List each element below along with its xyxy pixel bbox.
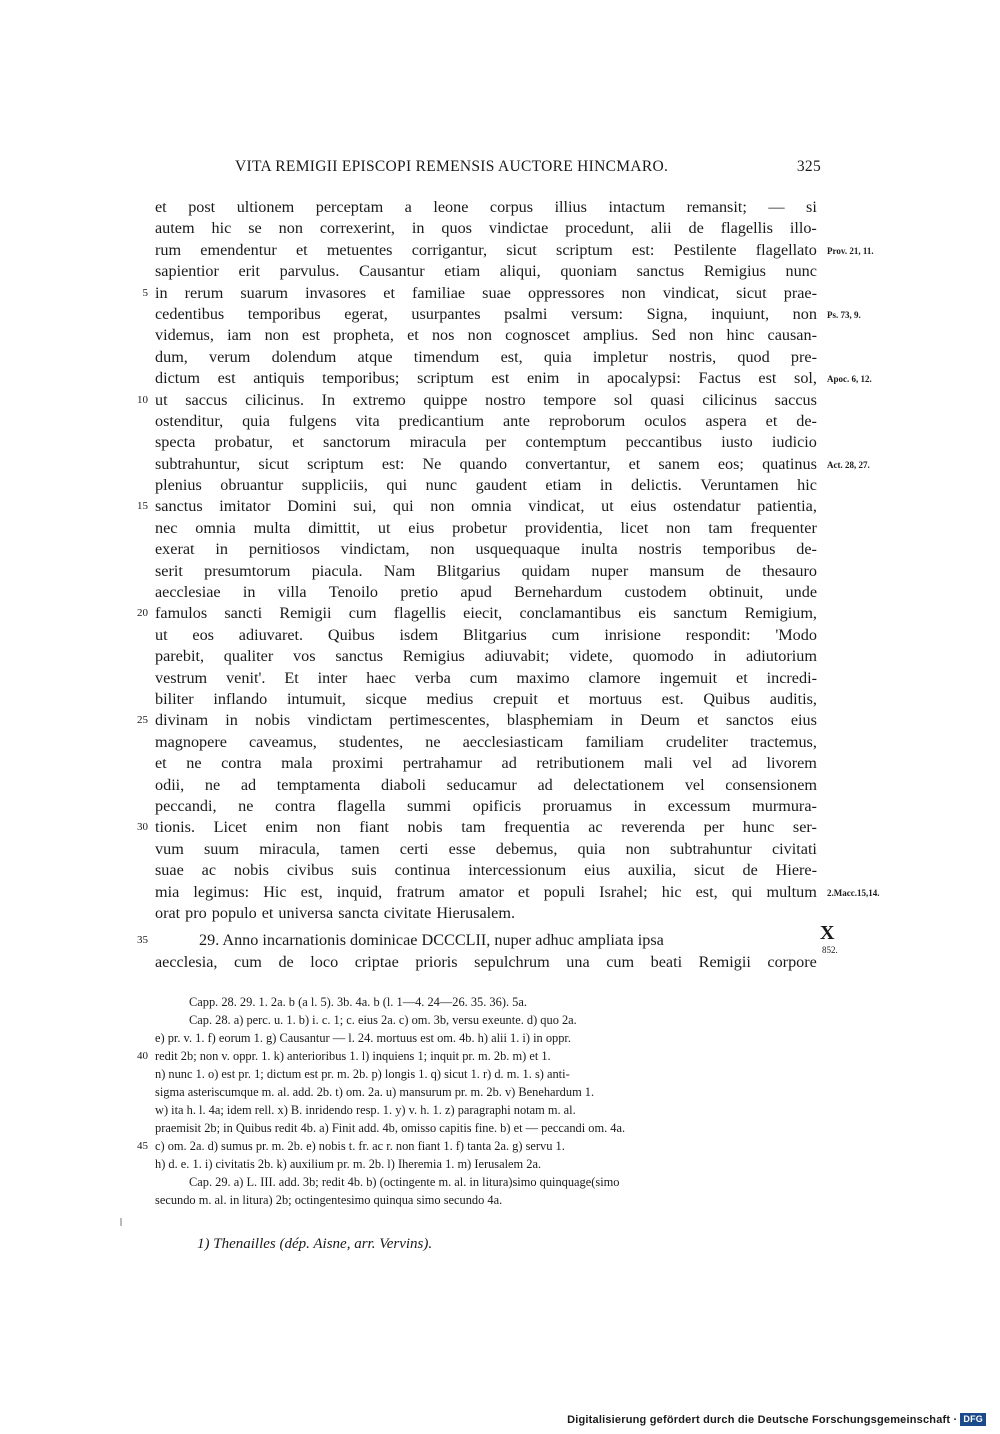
margin-ref: Ps. 73, 9.	[827, 309, 861, 320]
margin-ref: Prov. 21, 11.	[827, 245, 874, 256]
line-number: 10	[137, 393, 148, 406]
margin-mark: X	[820, 922, 835, 944]
line-number: 35	[137, 934, 148, 947]
text-line: specta probatur, et sanctorum miracula per contemptum peccantibus iusto iudicio	[155, 433, 817, 452]
text-line	[137, 603, 817, 624]
text-line: aecclesiae in villa Tenoilo pretio apud Bernehardum custodem obtinuit, unde	[155, 583, 817, 602]
text-line-content: rum emendentur et metuentes corrigantur, sicut scriptum est: Pestilente flagellato	[155, 240, 817, 259]
text-line: parebit, qualiter vos sanctus Remigius adiuvabit; videte, quomodo in adiutorium	[155, 647, 817, 666]
text-line-content: subtrahuntur, sicut scriptum est: Ne quando convertantur, et sanem eos; quatinus	[155, 454, 817, 473]
line-number: 25	[137, 714, 148, 727]
text-line	[137, 817, 817, 838]
margin-ref: 2.Macc.15,14.	[827, 887, 880, 898]
text-line	[137, 496, 817, 517]
line-number: 40	[137, 1050, 148, 1062]
text-line: exerat in pernitiosos vindictam, non usquequaque inulta nostris temporibus de-	[155, 540, 817, 559]
text-line: sapientior erit parvulus. Causantur etiam aliqui, quoniam sanctus Remigius nunc	[155, 262, 817, 281]
line-number: 15	[137, 500, 148, 513]
text-line	[155, 240, 874, 261]
text-line: et ne contra mala proximi pertrahamur ad retributionem mali vel ad livorem	[155, 754, 817, 773]
credit-text: Digitalisierung gefördert durch die Deutsche Forschungsgemeinschaft ·	[567, 1413, 958, 1426]
apparatus-line: Cap. 28. a) perc. u. 1. b) i. c. 1; c. eius 2a. c) om. 3b, versu exeunte. d) quo 2a.	[189, 1013, 577, 1027]
text-line: magnopere caveamus, studentes, ne aecclesiasticam familiam crudeliter tractemus,	[155, 732, 817, 751]
apparatus-line-content: c) om. 2a. d) sumus pr. m. 2b. e) nobis t. fr. ac r. non fiant 1. f) tanta 2a. g) servu 1.	[155, 1139, 565, 1153]
margin-ref: Apoc. 6, 12.	[827, 374, 872, 385]
apparatus-line: w) ita h. l. 4a; idem rell. x) B. inridendo resp. 1. y) v. h. 1. z) paragraphi notam m. al.	[155, 1103, 576, 1117]
text-line: videmus, iam non est propheta, et nos non cognoscet amplius. Sed non hinc causan-	[155, 326, 817, 345]
text-line-content: dictum est antiquis temporibus; scriptum est enim in apocalypsi: Factus est sol,	[155, 369, 817, 388]
text-line: peccandi, ne contra flagella summi opificis proruamus in excessum murmura-	[155, 796, 817, 815]
line-number: 20	[137, 607, 148, 620]
text-line: serit presumtorum piacula. Nam Blitgarius quidam nuper mansum de thesauro	[155, 561, 817, 580]
text-line-content: in rerum suarum invasores et familiae suae oppressores non vindicat, sicut prae-	[155, 283, 817, 302]
text-line-content: 29. Anno incarnationis dominicae DCCCLII, nuper adhuc ampliata ipsa	[199, 931, 664, 950]
apparatus-line: e) pr. v. 1. f) eorum 1. g) Causantur — l. 24. mortuus est om. 4b. h) alii 1. i) in oppr.	[155, 1031, 571, 1045]
text-line: autem hic se non correxerint, in quos vindictae procedunt, alii de flagellis illo-	[155, 219, 817, 238]
dfg-credit	[567, 1413, 986, 1426]
text-line	[155, 454, 870, 475]
apparatus-line: Cap. 29. a) L. III. add. 3b; redit 4b. b) (octingente m. al. in litura)simo quinquage(simo	[189, 1175, 620, 1189]
text-line	[137, 390, 817, 411]
running-title: VITA REMIGII EPISCOPI REMENSIS AUCTORE HINCMARO.	[235, 158, 669, 175]
text-line: biliter inflando intumuit, sicque medius crepuit et mortuus est. Quibus auditis,	[155, 689, 817, 708]
apparatus-line: secundo m. al. in litura) 2b; octingentesimo quinqua simo secundo 4a.	[155, 1193, 503, 1207]
text-line: plenius obruantur suppliciis, qui nunc gaudent etiam in delictis. Veruntamen hic	[155, 476, 817, 495]
text-line-content: divinam in nobis vindictam pertimescentes, blasphemiam in Deum et sanctos eius	[155, 711, 817, 730]
text-line: suae ac nobis civibus suis continua intercessionum eius auxilia, sicut de Hiere-	[155, 861, 817, 880]
text-line	[155, 882, 880, 903]
text-line-content: tionis. Licet enim non fiant nobis tam frequentia ac reverenda per hunc ser-	[155, 818, 817, 837]
critical-apparatus	[137, 993, 817, 1209]
apparatus-line: Capp. 28. 29. 1. 2a. b (a l. 5). 3b. 4a. b (l. 1—4. 24—26. 35. 36). 5a.	[189, 995, 527, 1009]
text-line: ut eos adiuvaret. Quibus isdem Blitgarius cum inrisione respondit: 'Modo	[155, 625, 817, 644]
margin-year: 852.	[822, 945, 838, 955]
text-line: ostenditur, quia fulgens vita predicantium ante reproborum oculos aspera et de-	[155, 411, 817, 430]
margin-tick	[120, 1218, 122, 1226]
line-number: 30	[137, 821, 148, 834]
apparatus-line	[137, 1137, 817, 1155]
text-line: vum suum miracula, tamen certi esse debemus, quia non subtrahuntur civitati	[155, 839, 817, 858]
text-line-content: sanctus imitator Domini sui, qui non omnia vindicat, ut eius ostendatur patientia,	[155, 497, 817, 516]
apparatus-line: n) nunc 1. o) est pr. 1; dictum est pr. m. 2b. p) longis 1. q) sicut 1. r) d. m. 1. s) anti-	[155, 1067, 570, 1081]
footnote: 1) Thenailles (dép. Aisne, arr. Vervins).	[197, 1236, 433, 1252]
text-line-content: famulos sancti Remigii cum flagellis eiecit, conclamantibus eis sanctum Remigium,	[155, 604, 817, 623]
text-line	[137, 710, 817, 731]
text-line: vestrum venit'. Et inter haec verba cum maximo clamore ingemuit et incredi-	[155, 668, 817, 687]
text-line	[155, 304, 861, 325]
page-number: 325	[796, 158, 821, 175]
text-line: nec omnia multa dimittit, ut eius probetur providentia, licet non tam frequenter	[155, 518, 817, 537]
text-line-content: cedentibus temporibus egerat, usurpantes psalmi versum: Signa, inquiunt, non	[155, 304, 817, 323]
text-line-content: mia legimus: Hic est, inquid, fratrum amator et populi Israhel; hic est, qui multum	[155, 882, 817, 901]
line-number: 5	[142, 286, 148, 299]
margin-ref: Act. 28, 27.	[827, 459, 870, 470]
apparatus-line	[137, 1047, 817, 1065]
line-number: 45	[137, 1140, 148, 1152]
text-line	[137, 930, 817, 951]
apparatus-line-content: redit 2b; non v. oppr. 1. k) anterioribus 1. l) inquiens 1; inquit pr. m. 2b. m) et 1.	[155, 1049, 551, 1063]
dfg-logo: DFG	[960, 1413, 986, 1426]
text-line: aecclesia, cum de loco criptae prioris sepulchrum una cum beati Remigii corpore	[155, 952, 817, 971]
text-line: odii, ne ad temptamenta diaboli seducamur ad delectationem vel consensionem	[155, 775, 817, 794]
text-line: orat pro populo et universa sancta civitate Hierusalem.	[155, 903, 516, 922]
text-line: et post ultionem perceptam a leone corpus illius intactum remansit; — si	[155, 198, 817, 216]
apparatus-line: h) d. e. 1. i) civitatis 2b. k) auxilium pr. m. 2b. l) Iheremia 1. m) Ierusalem 2a.	[155, 1157, 542, 1171]
text-line	[142, 283, 817, 304]
apparatus-line: sigma asteriscumque m. al. add. 2b. t) om. 2a. u) mansurum pr. m. 2b. v) Benehardum 1.	[155, 1085, 595, 1099]
text-line	[155, 368, 872, 389]
apparatus-line: praemisit 2b; in Quibus redit 4b. a) Finit add. 4b, omisso capitis fine. b) et — peccandi om. 4a.	[155, 1121, 626, 1135]
text-line: dum, verum dolendum atque timendum est, quia impletur nostris, quod pre-	[155, 347, 817, 366]
text-line-content: ut saccus cilicinus. In extremo quippe nostro tempore sol quasi cilicinus saccus	[155, 390, 817, 409]
